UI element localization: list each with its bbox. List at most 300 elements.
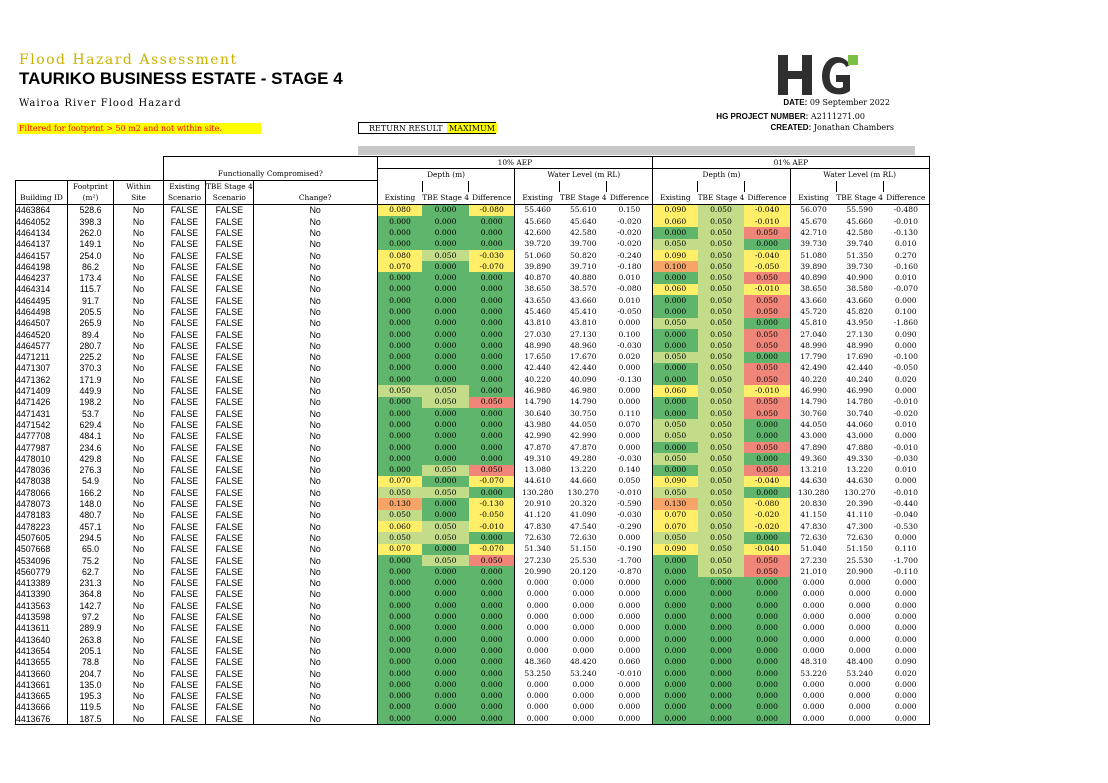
table-cell: 43.660 xyxy=(800,295,827,305)
header-existing-1: Existing xyxy=(164,181,206,193)
table-cell: 0.050 xyxy=(698,306,745,317)
table-cell: 480.7 xyxy=(68,510,114,521)
table-cell: 0.050 xyxy=(698,261,745,272)
table-cell: FALSE xyxy=(206,510,254,521)
table-cell: 39.730 xyxy=(846,261,873,271)
table-cell: 0.000 xyxy=(377,374,422,385)
table-cell: 4463864 xyxy=(16,204,68,216)
table-cell: 44.060 xyxy=(846,419,873,429)
table-row xyxy=(16,453,930,464)
header-change: Change? xyxy=(253,192,377,204)
table-cell: 149.1 xyxy=(68,239,114,250)
table-cell: 0.000 xyxy=(744,600,790,611)
table-cell: FALSE xyxy=(206,611,254,622)
table-cell: 0.000 xyxy=(422,363,469,374)
table-cell: No xyxy=(253,668,377,679)
table-cell: 0.000 xyxy=(744,318,790,329)
table-cell: 47.890 xyxy=(800,442,827,452)
table-cell: -0.080 xyxy=(607,284,653,295)
table-cell: 130.280 xyxy=(797,487,830,497)
table-cell: 0.090 xyxy=(653,204,698,216)
table-cell: FALSE xyxy=(164,419,206,430)
table-cell: 0.050 xyxy=(698,216,745,227)
table-cell: 280.7 xyxy=(68,340,114,351)
table-cell: 0.050 xyxy=(698,419,745,430)
table-cell: No xyxy=(114,498,164,509)
table-cell: 0.000 xyxy=(377,363,422,374)
table-cell: FALSE xyxy=(206,329,254,340)
table-cell: 44.630 xyxy=(800,476,827,486)
table-row xyxy=(16,295,930,306)
table-cell: 0.000 xyxy=(469,227,515,238)
table-cell: 30.750 xyxy=(569,408,597,418)
table-cell: 4413611 xyxy=(16,623,68,634)
table-cell: No xyxy=(114,589,164,600)
sub-tbe: TBE Stage 4 xyxy=(422,192,469,204)
table-cell: 130.270 xyxy=(843,487,876,497)
header-aep01: 01% AEP xyxy=(653,157,929,169)
table-cell: 0.000 xyxy=(377,657,422,668)
table-cell: 0.000 xyxy=(469,363,515,374)
table-cell: 364.8 xyxy=(68,589,114,600)
table-cell: 0.000 xyxy=(377,453,422,464)
table-cell: No xyxy=(114,340,164,351)
table-cell: No xyxy=(253,239,377,250)
table-cell: 449.9 xyxy=(68,385,114,396)
table-cell: 0.050 xyxy=(422,385,469,396)
table-cell: 0.150 xyxy=(607,204,653,216)
table-cell: 0.000 xyxy=(653,555,698,566)
table-cell: 0.000 xyxy=(526,702,549,712)
table-cell: 173.4 xyxy=(68,272,114,283)
table-cell: 27.130 xyxy=(846,329,873,339)
table-cell: FALSE xyxy=(206,442,254,453)
table-cell: -0.050 xyxy=(744,261,790,272)
table-cell: 0.050 xyxy=(698,250,745,261)
table-cell: 0.000 xyxy=(744,690,790,701)
table-cell: 0.000 xyxy=(653,408,698,419)
table-cell: FALSE xyxy=(206,634,254,645)
table-cell: 42.990 xyxy=(569,431,597,441)
table-cell: 0.000 xyxy=(653,690,698,701)
table-cell: 0.000 xyxy=(377,611,422,622)
table-cell: No xyxy=(114,645,164,656)
table-cell: 43.000 xyxy=(800,431,827,441)
table-cell: 0.000 xyxy=(422,690,469,701)
header-building-id: Building ID xyxy=(16,192,68,204)
table-cell: 0.050 xyxy=(744,272,790,283)
table-cell: FALSE xyxy=(206,216,254,227)
table-cell: 0.000 xyxy=(469,295,515,306)
table-cell: 0.000 xyxy=(377,566,422,577)
river-label: Wairoa River Flood Hazard xyxy=(19,98,182,109)
table-cell: 0.010 xyxy=(883,419,929,430)
table-cell: 0.000 xyxy=(469,431,515,442)
table-cell: FALSE xyxy=(164,589,206,600)
table-cell: FALSE xyxy=(206,408,254,419)
table-cell: 0.000 xyxy=(422,476,469,487)
table-cell: 44.050 xyxy=(569,419,597,429)
table-cell: 20.900 xyxy=(846,566,873,576)
table-cell: 0.000 xyxy=(422,668,469,679)
table-row xyxy=(16,702,930,713)
table-cell: 0.000 xyxy=(883,645,929,656)
table-cell: No xyxy=(114,261,164,272)
table-cell: 0.000 xyxy=(422,657,469,668)
table-cell: 0.000 xyxy=(607,589,653,600)
table-cell: 13.220 xyxy=(569,465,597,475)
table-cell: 0.000 xyxy=(469,419,515,430)
table-cell: No xyxy=(253,476,377,487)
table-cell: 0.050 xyxy=(698,510,745,521)
table-cell: 13.220 xyxy=(846,465,873,475)
table-cell: FALSE xyxy=(206,261,254,272)
header-within-2: Site xyxy=(114,192,164,204)
table-cell: 42.710 xyxy=(800,227,827,237)
table-cell: No xyxy=(253,657,377,668)
table-cell: 39.700 xyxy=(569,239,597,249)
table-cell: FALSE xyxy=(206,318,254,329)
table-cell: 0.010 xyxy=(883,239,929,250)
table-cell: No xyxy=(253,589,377,600)
table-cell: 39.890 xyxy=(524,261,551,271)
table-cell: 0.000 xyxy=(802,645,825,655)
table-cell: 370.3 xyxy=(68,363,114,374)
table-cell: 0.050 xyxy=(422,521,469,532)
table-cell: 0.000 xyxy=(377,419,422,430)
table-cell: 0.050 xyxy=(653,239,698,250)
table-cell: -0.590 xyxy=(607,498,653,509)
table-cell: -0.530 xyxy=(883,521,929,532)
table-cell: 49.360 xyxy=(800,453,827,463)
table-cell: 4413390 xyxy=(16,589,68,600)
table-cell: FALSE xyxy=(164,487,206,498)
table-cell: FALSE xyxy=(164,623,206,634)
table-row xyxy=(16,577,930,588)
table-cell: FALSE xyxy=(206,363,254,374)
table-cell: -0.040 xyxy=(744,204,790,216)
table-cell: 484.1 xyxy=(68,431,114,442)
table-cell: 0.000 xyxy=(607,679,653,690)
table-row xyxy=(16,510,930,521)
filter-note: Filtered for footprint > 50 m2 and not within site. xyxy=(17,123,261,134)
table-cell: 0.000 xyxy=(653,465,698,476)
table-cell: 4478038 xyxy=(16,476,68,487)
table-row xyxy=(16,521,930,532)
table-cell: No xyxy=(114,419,164,430)
table-cell: FALSE xyxy=(206,431,254,442)
table-cell: 78.8 xyxy=(68,657,114,668)
table-cell: 0.000 xyxy=(744,679,790,690)
table-cell: 457.1 xyxy=(68,521,114,532)
table-cell: 43.660 xyxy=(846,295,873,305)
table-cell: 43.980 xyxy=(524,419,551,429)
table-cell: 0.050 xyxy=(698,465,745,476)
table-cell: FALSE xyxy=(164,340,206,351)
table-cell: 0.000 xyxy=(469,623,515,634)
table-cell: No xyxy=(114,476,164,487)
table-cell: 4471409 xyxy=(16,385,68,396)
table-cell: 53.7 xyxy=(68,408,114,419)
table-cell: 39.740 xyxy=(846,239,873,249)
table-cell: 0.000 xyxy=(744,713,790,725)
table-cell: 0.050 xyxy=(653,532,698,543)
table-cell: 0.000 xyxy=(698,645,745,656)
table-cell: -0.010 xyxy=(607,668,653,679)
date-label: DATE: xyxy=(783,98,808,107)
table-cell: FALSE xyxy=(164,702,206,713)
table-cell: -0.440 xyxy=(883,498,929,509)
table-cell: -0.070 xyxy=(469,261,515,272)
table-cell: 0.000 xyxy=(377,634,422,645)
table-cell: 0.000 xyxy=(607,702,653,713)
table-cell: 0.000 xyxy=(607,532,653,543)
table-cell: 0.000 xyxy=(377,352,422,363)
table-cell: 38.650 xyxy=(800,284,827,294)
table-cell: -0.020 xyxy=(744,510,790,521)
table-cell: -0.130 xyxy=(883,227,929,238)
table-cell: 48.990 xyxy=(800,340,827,350)
table-cell: 4478010 xyxy=(16,453,68,464)
table-cell: 0.000 xyxy=(883,589,929,600)
table-row xyxy=(16,713,930,725)
table-cell: 0.000 xyxy=(698,668,745,679)
table-cell: FALSE xyxy=(164,634,206,645)
table-cell: 0.050 xyxy=(744,465,790,476)
table-cell: 43.810 xyxy=(569,318,597,328)
header-tbe-1: TBE Stage 4 xyxy=(206,181,253,191)
table-cell: 135.0 xyxy=(68,679,114,690)
sub-diff: Difference xyxy=(469,192,515,204)
table-cell: 0.000 xyxy=(848,645,871,655)
table-cell: 0.050 xyxy=(698,318,745,329)
table-cell: No xyxy=(253,555,377,566)
table-cell: 0.050 xyxy=(698,431,745,442)
table-cell: 0.080 xyxy=(377,250,422,261)
table-cell: No xyxy=(114,306,164,317)
table-cell: 0.000 xyxy=(572,645,595,655)
table-cell: FALSE xyxy=(164,544,206,555)
table-cell: 40.900 xyxy=(846,273,873,283)
table-cell: 0.000 xyxy=(744,634,790,645)
table-cell: 0.000 xyxy=(526,634,549,644)
table-cell: No xyxy=(253,340,377,351)
table-cell: 72.630 xyxy=(524,532,551,542)
table-cell: 46.980 xyxy=(524,386,551,396)
table-cell: 4413660 xyxy=(16,668,68,679)
table-cell: 38.650 xyxy=(524,284,551,294)
table-cell: 45.810 xyxy=(800,318,827,328)
table-cell: 53.240 xyxy=(569,668,597,678)
table-cell: 0.000 xyxy=(422,318,469,329)
table-cell: 0.000 xyxy=(607,713,653,725)
project-label: HG PROJECT NUMBER: xyxy=(716,112,809,121)
table-row xyxy=(16,363,930,374)
table-cell: 0.000 xyxy=(744,487,790,498)
table-cell: 0.000 xyxy=(422,510,469,521)
table-cell: 0.000 xyxy=(422,623,469,634)
table-cell: 4413666 xyxy=(16,702,68,713)
table-cell: 0.000 xyxy=(469,713,515,725)
table-cell: 48.400 xyxy=(846,657,873,667)
table-cell: 0.000 xyxy=(883,295,929,306)
table-row xyxy=(16,419,930,430)
table-cell: 72.630 xyxy=(800,532,827,542)
table-cell: 0.050 xyxy=(698,363,745,374)
table-cell: 0.000 xyxy=(883,690,929,701)
table-cell: 0.100 xyxy=(653,261,698,272)
table-cell: -0.010 xyxy=(883,216,929,227)
table-cell: 0.000 xyxy=(377,679,422,690)
table-cell: FALSE xyxy=(164,408,206,419)
table-row xyxy=(16,611,930,622)
table-cell: 0.000 xyxy=(607,318,653,329)
table-cell: 0.050 xyxy=(744,363,790,374)
table-cell: 0.000 xyxy=(469,329,515,340)
table-cell: 0.000 xyxy=(802,589,825,599)
table-cell: 0.000 xyxy=(422,295,469,306)
table-cell: 142.7 xyxy=(68,600,114,611)
table-cell: 0.000 xyxy=(469,657,515,668)
table-cell: 20.830 xyxy=(800,499,827,509)
table-cell: 0.050 xyxy=(744,306,790,317)
table-cell: 0.000 xyxy=(560,713,607,725)
table-cell: FALSE xyxy=(164,611,206,622)
table-cell: 0.000 xyxy=(377,295,422,306)
table-cell: 0.000 xyxy=(744,645,790,656)
table-cell: 4477708 xyxy=(16,431,68,442)
table-cell: 0.000 xyxy=(744,431,790,442)
table-cell: 0.000 xyxy=(744,623,790,634)
table-cell: 0.050 xyxy=(698,453,745,464)
table-cell: 0.000 xyxy=(422,204,469,216)
table-cell: 0.000 xyxy=(883,577,929,588)
table-cell: 0.000 xyxy=(469,306,515,317)
table-cell: 0.050 xyxy=(653,318,698,329)
sub-existing: Existing xyxy=(653,192,698,204)
table-cell: 265.9 xyxy=(68,318,114,329)
table-row xyxy=(16,465,930,476)
table-cell: 0.000 xyxy=(653,272,698,283)
table-cell: 45.820 xyxy=(846,307,873,316)
table-cell: 0.000 xyxy=(698,577,745,588)
table-cell: -0.020 xyxy=(607,239,653,250)
table-cell: 47.880 xyxy=(846,442,873,452)
table-cell: 56.070 xyxy=(800,205,827,215)
table-cell: 0.050 xyxy=(698,340,745,351)
table-cell: No xyxy=(253,352,377,363)
table-cell: 0.100 xyxy=(607,329,653,340)
table-cell: -0.050 xyxy=(469,510,515,521)
table-cell: 0.000 xyxy=(572,600,595,610)
table-cell: 14.780 xyxy=(846,397,873,407)
table-cell: 0.050 xyxy=(744,340,790,351)
table-cell: 53.250 xyxy=(524,668,551,678)
table-cell: 0.000 xyxy=(848,679,871,689)
table-row xyxy=(16,476,930,487)
table-cell: 4464495 xyxy=(16,295,68,306)
table-cell: 45.720 xyxy=(800,307,827,316)
table-cell: 0.000 xyxy=(653,363,698,374)
table-cell: 0.000 xyxy=(422,498,469,509)
table-cell: 0.000 xyxy=(377,589,422,600)
table-cell: 0.050 xyxy=(653,487,698,498)
table-cell: 48.990 xyxy=(524,340,551,350)
table-cell: FALSE xyxy=(164,385,206,396)
table-cell: 0.000 xyxy=(653,702,698,713)
table-cell: 46.980 xyxy=(569,386,597,396)
table-cell: 4478183 xyxy=(16,510,68,521)
table-cell: 0.050 xyxy=(698,397,745,408)
table-cell: 0.000 xyxy=(377,216,422,227)
table-cell: 0.050 xyxy=(744,329,790,340)
table-cell: 4478223 xyxy=(16,521,68,532)
table-cell: 0.000 xyxy=(422,408,469,419)
table-cell: 0.050 xyxy=(422,397,469,408)
table-cell: -0.070 xyxy=(883,284,929,295)
table-cell: 86.2 xyxy=(68,261,114,272)
table-cell: 0.050 xyxy=(698,521,745,532)
table-cell: No xyxy=(253,227,377,238)
table-cell: 0.060 xyxy=(377,521,422,532)
table-cell: 0.000 xyxy=(653,397,698,408)
table-cell: 40.240 xyxy=(846,374,873,384)
table-cell: -1.700 xyxy=(883,555,929,566)
table-row xyxy=(16,329,930,340)
table-cell: 0.000 xyxy=(377,306,422,317)
table-row xyxy=(16,397,930,408)
table-cell: No xyxy=(253,385,377,396)
table-cell: -0.030 xyxy=(469,250,515,261)
table-cell: 54.9 xyxy=(68,476,114,487)
table-cell: 0.000 xyxy=(422,306,469,317)
table-cell: 0.000 xyxy=(883,600,929,611)
table-cell: 0.000 xyxy=(653,577,698,588)
table-cell: 0.000 xyxy=(607,385,653,396)
table-cell: 47.870 xyxy=(524,442,551,452)
table-cell: 0.070 xyxy=(377,261,422,272)
table-cell: 0.000 xyxy=(653,340,698,351)
table-cell: 0.000 xyxy=(422,713,469,725)
table-cell: 528.6 xyxy=(68,204,114,216)
table-cell: 0.050 xyxy=(744,408,790,419)
table-cell: 0.050 xyxy=(422,465,469,476)
table-row xyxy=(16,600,930,611)
hg-logo-icon xyxy=(776,53,860,97)
table-cell: FALSE xyxy=(206,690,254,701)
table-cell: 0.050 xyxy=(698,227,745,238)
table-cell: 294.5 xyxy=(68,532,114,543)
table-cell: No xyxy=(253,679,377,690)
table-cell: 51.150 xyxy=(846,544,873,554)
table-cell: No xyxy=(114,611,164,622)
table-cell: 14.790 xyxy=(524,397,551,407)
table-cell: 0.000 xyxy=(653,645,698,656)
table-cell: 0.000 xyxy=(377,408,422,419)
header-functional: Functionally Compromised? xyxy=(164,169,378,181)
table-cell: 20.990 xyxy=(524,566,551,576)
table-cell: 4464237 xyxy=(16,272,68,283)
table-cell: No xyxy=(114,521,164,532)
table-cell: FALSE xyxy=(206,272,254,283)
table-cell: 0.000 xyxy=(422,352,469,363)
table-cell: No xyxy=(114,352,164,363)
table-cell: 27.230 xyxy=(524,555,551,565)
table-cell: 91.7 xyxy=(68,295,114,306)
table-cell: No xyxy=(114,679,164,690)
table-cell: 4478073 xyxy=(16,498,68,509)
table-cell: 65.0 xyxy=(68,544,114,555)
